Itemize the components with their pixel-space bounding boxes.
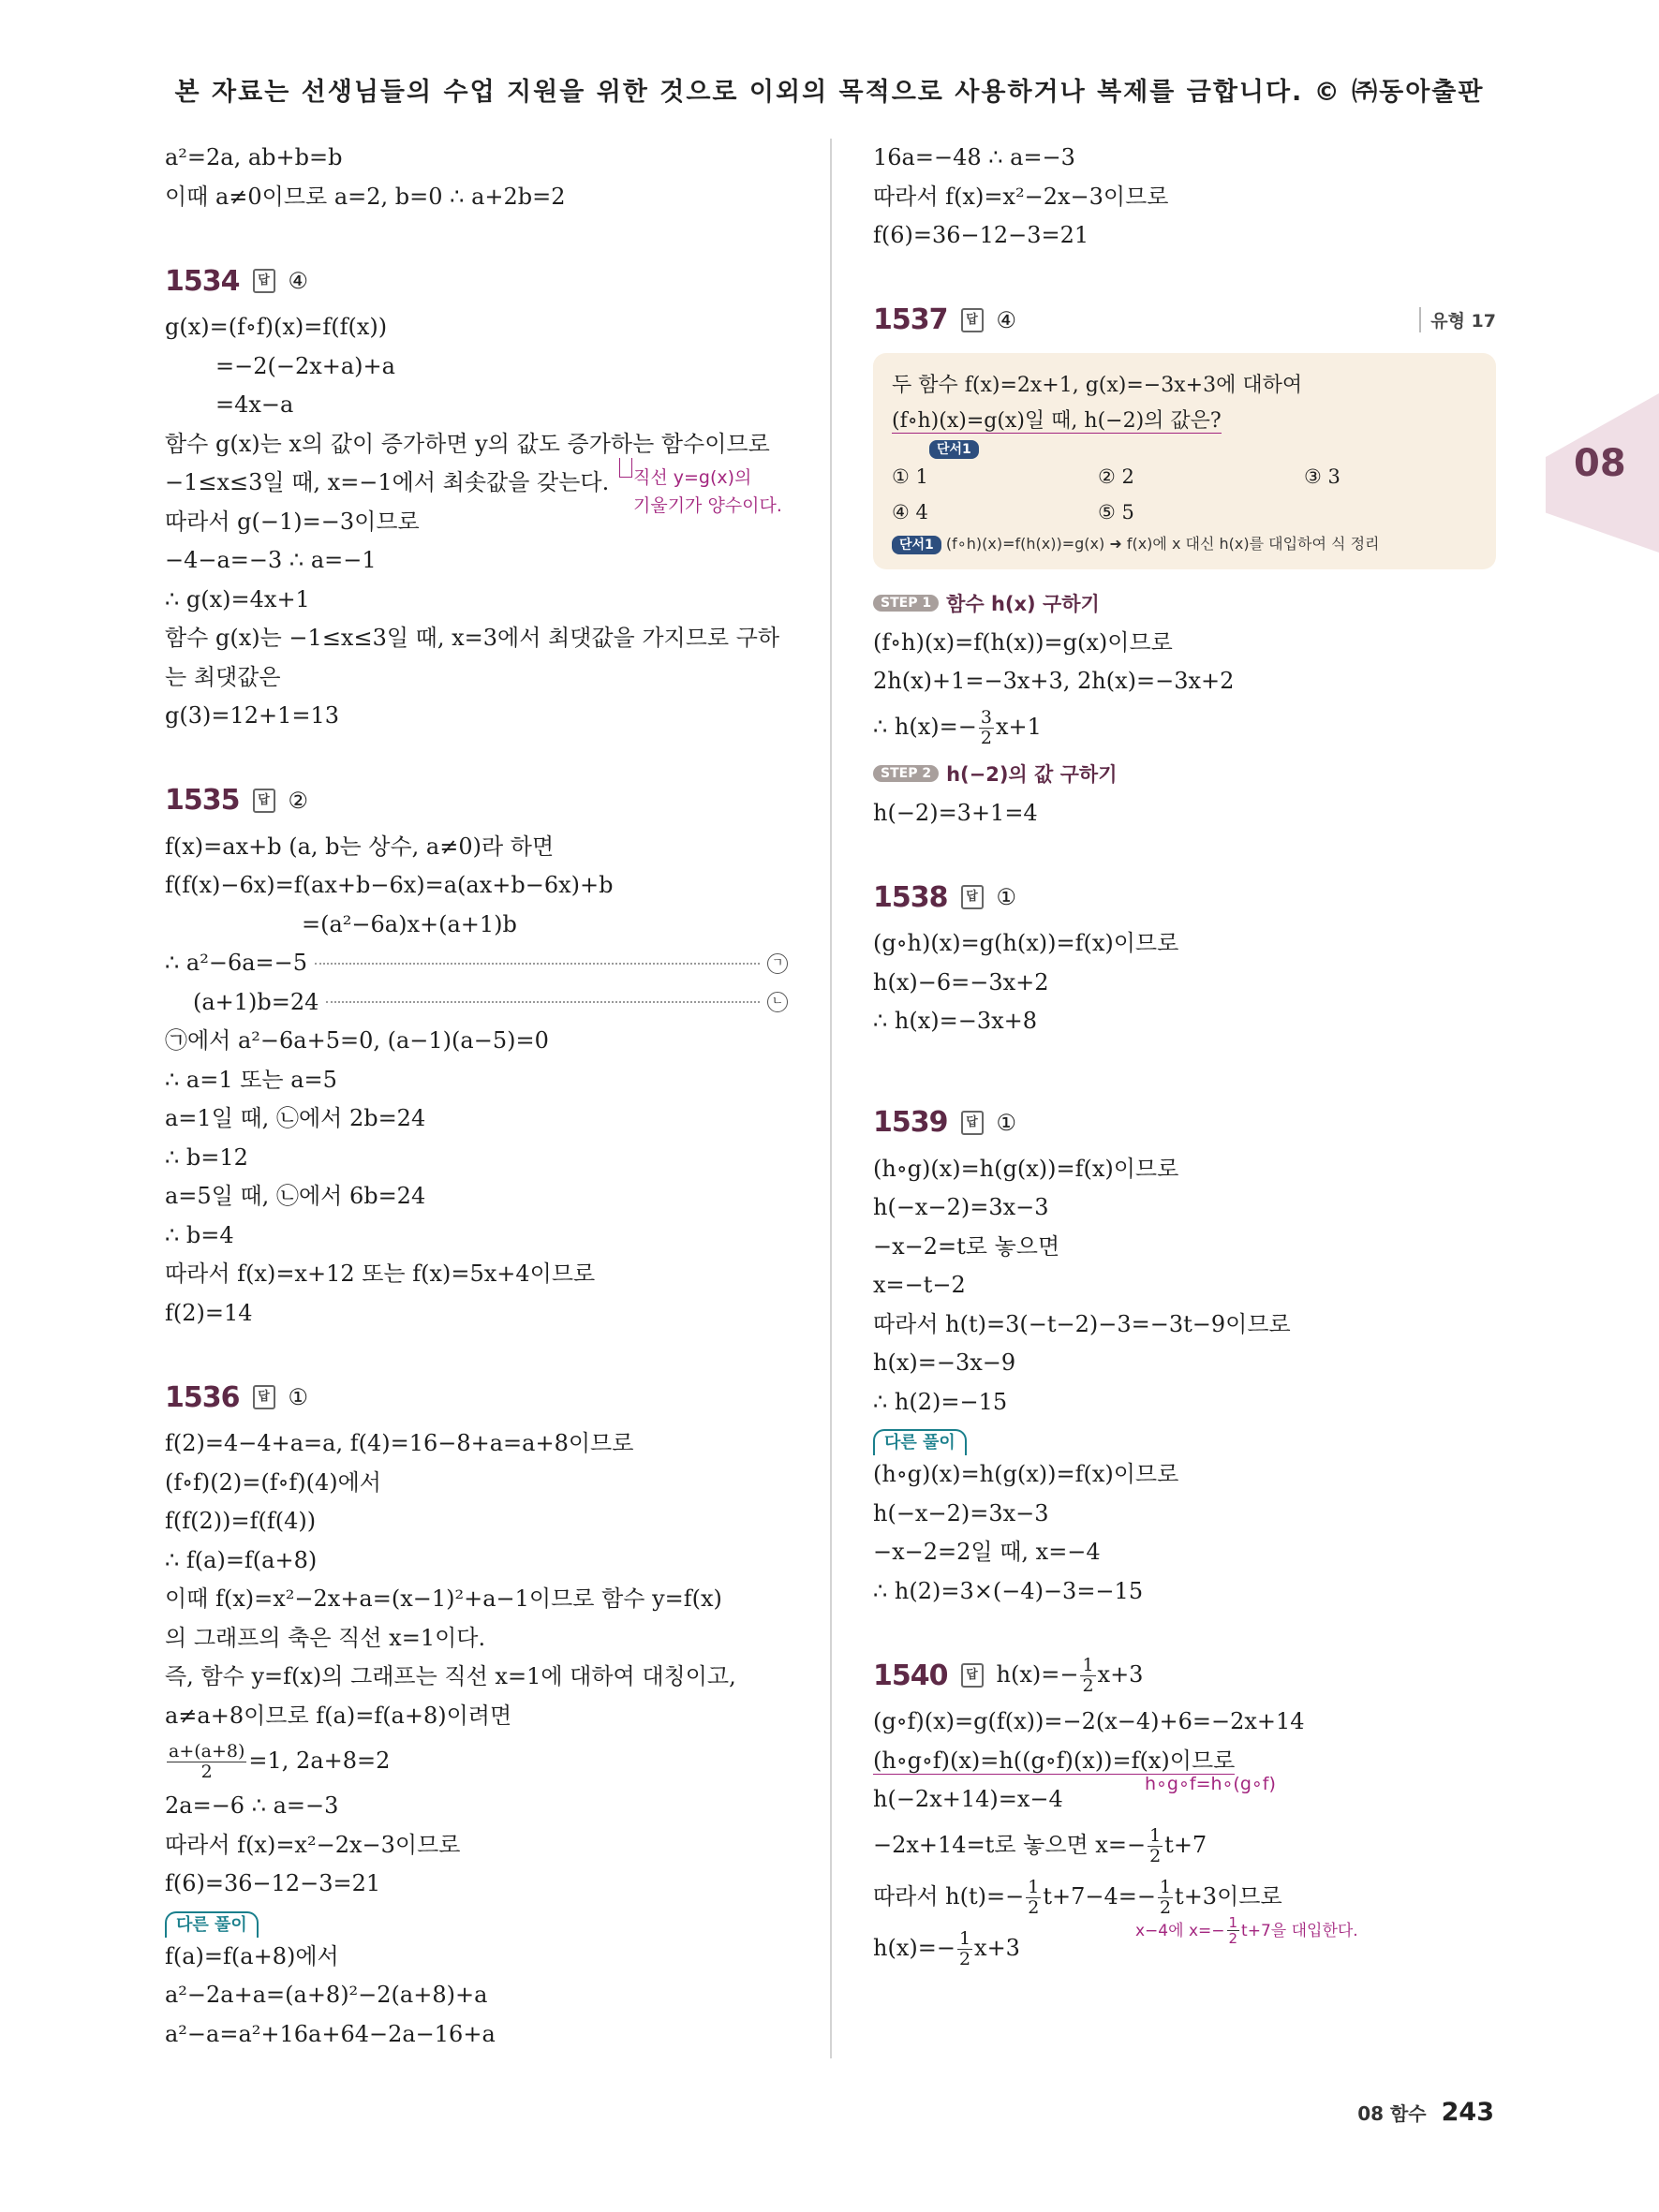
- answer-value: ①: [996, 1109, 1017, 1136]
- solution-line: h(x)−6=−3x+2: [873, 968, 1049, 995]
- solution-line: h(x)=−3x−9: [873, 1349, 1016, 1376]
- fraction: [957, 1929, 972, 1969]
- solution-line: (h∘g)(x)=h(g(x))=f(x)이므로: [873, 1155, 1179, 1182]
- chapter-side-number: 08: [1574, 442, 1626, 485]
- solution-line: ∴ g(x)=4x+1: [165, 585, 310, 612]
- solution-line: a=1일 때, ㉡에서 2b=24: [165, 1105, 426, 1131]
- problem-header-1534: [165, 254, 788, 308]
- fraction-line: [873, 701, 1496, 753]
- question-line: 두 함수 f(x)=2x+1, g(x)=−3x+3에 대하여: [892, 373, 1303, 397]
- marker: ㄱ: [767, 953, 788, 974]
- footer-chapter: 08 함수: [1357, 2102, 1427, 2125]
- fraction-numerator: 1: [1228, 1914, 1238, 1931]
- problem-header-1537: [873, 293, 1496, 347]
- solution-text: (h∘g∘f)(x)=h((g∘f)(x))=f(x)이므로: [873, 1747, 1236, 1774]
- dot-leader: [315, 963, 760, 965]
- answer-value: ④: [288, 268, 309, 294]
- choice: ④ 4: [892, 500, 928, 524]
- fraction: [1080, 1656, 1095, 1696]
- fraction: [1148, 1826, 1163, 1866]
- solution-line: 따라서 f(x)=x²−2x−3이므로: [165, 1831, 461, 1858]
- solution-line: 는 최댓값은: [165, 663, 281, 690]
- solution-line: ∴ b=4: [165, 1221, 234, 1248]
- step-badge: STEP 2: [873, 765, 939, 782]
- solution-line: g(3)=12+1=13: [165, 702, 340, 729]
- answer-icon: 답: [961, 885, 984, 909]
- solution-line: −4−a=−3 ∴ a=−1: [165, 547, 377, 573]
- question-text: (f∘h)(x)=g(x)일 때, h(−2)의 값은?: [892, 408, 1222, 433]
- annotation-arrow: [619, 458, 632, 478]
- solution-text: h(−2x+14)=x−4: [873, 1786, 1063, 1812]
- annotation-line: 직선 y=g(x)의: [633, 467, 752, 488]
- fraction-numerator: a+(a+8): [169, 1741, 245, 1762]
- step-badge: STEP 1: [873, 595, 939, 612]
- solution-line: ∴ f(a)=f(a+8): [165, 1546, 318, 1573]
- solution-line: g(x)=(f∘f)(x)=f(f(x)): [165, 314, 388, 340]
- intro-line: a²=2a, ab+b=b: [165, 144, 343, 170]
- hint-text: (f∘h)(x)=f(h(x))=g(x) ➜ f(x)에 x 대신 h(x)를 대입하여 식 정리: [945, 534, 1380, 553]
- solution-line: (g∘h)(x)=g(h(x))=f(x)이므로: [873, 930, 1179, 956]
- solution-line: =4x−a: [215, 391, 294, 418]
- problem-number: 1538: [873, 880, 948, 914]
- step-title: 함수 h(x) 구하기: [946, 592, 1100, 615]
- annotation-note: [1135, 1906, 1358, 1957]
- fraction-denominator: 2: [1228, 1930, 1238, 1947]
- answer-text: h(x)=−: [996, 1660, 1079, 1688]
- solution-line: 따라서 f(x)=x²−2x−3이므로: [873, 183, 1169, 210]
- problem-number: 1534: [165, 264, 240, 298]
- equation-marked: [165, 983, 788, 1023]
- answer-icon: 답: [961, 308, 984, 332]
- solution-text: −1≤x≤3일 때, x=−1에서 최솟값을 갖는다.: [165, 469, 610, 495]
- annotation-note: h∘g∘f=h∘(g∘f): [1145, 1774, 1276, 1794]
- choice: ② 2: [1098, 465, 1134, 488]
- solution-line: 함수 g(x)는 x의 값이 증가하면 y의 값도 증가하는 함수이므로: [165, 430, 770, 457]
- solution-line: −x−2=2일 때, x=−4: [873, 1539, 1101, 1565]
- solution-line: h(−x−2)=3x−3: [873, 1499, 1049, 1526]
- type-tag: 유형 17: [1419, 307, 1496, 332]
- solution-line: 2a=−6 ∴ a=−3: [165, 1792, 339, 1819]
- fraction: [979, 708, 994, 748]
- solution-line: 따라서 h(t)=3(−t−2)−3=−3t−9이므로: [873, 1310, 1291, 1337]
- choice: ③ 3: [1304, 465, 1341, 488]
- solution-line: a≠a+8이므로 f(a)=f(a+8)이려면: [165, 1702, 512, 1729]
- solution-line: 2h(x)+1=−3x+3, 2h(x)=−3x+2: [873, 668, 1235, 694]
- solution-line-annotated: [873, 1774, 1496, 1820]
- fraction-line: [873, 1914, 1496, 1974]
- fraction-numerator: 3: [980, 706, 992, 728]
- answer-value: ①: [288, 1384, 309, 1410]
- problem-number: 1535: [165, 784, 240, 817]
- right-column: [873, 139, 1496, 1974]
- solution-text: t+7−4=−: [1043, 1882, 1156, 1910]
- problem-header-1538: [873, 870, 1496, 924]
- annotation-note: [633, 464, 782, 520]
- marker: ㄴ: [767, 992, 788, 1012]
- solution-line: x=−t−2: [873, 1272, 966, 1298]
- answer-icon: 답: [961, 1111, 984, 1135]
- fraction-numerator: 1: [1159, 1876, 1172, 1897]
- solution-line: 이때 f(x)=x²−2x+a=(x−1)²+a−1이므로 함수 y=f(x): [165, 1585, 722, 1612]
- answer-icon: 답: [961, 1663, 984, 1688]
- choice: ⑤ 5: [1098, 500, 1134, 524]
- step-title: h(−2)의 값 구하기: [946, 762, 1118, 786]
- fraction-line: [165, 1735, 788, 1787]
- fraction: [167, 1742, 246, 1782]
- solution-line: ㉠에서 a²−6a+5=0, (a−1)(a−5)=0: [165, 1027, 549, 1054]
- choices: [892, 459, 1477, 530]
- solution-line: f(f(x)−6x)=f(ax+b−6x)=a(ax+b−6x)+b: [165, 872, 614, 898]
- solution-text: (a+1)b=24: [193, 988, 319, 1015]
- solution-line: ∴ h(x)=−3x+8: [873, 1008, 1038, 1034]
- solution-line: ∴ h(2)=3×(−4)−3=−15: [873, 1577, 1144, 1604]
- solution-line: (h∘g)(x)=h(g(x))=f(x)이므로: [873, 1461, 1179, 1487]
- page-number: 243: [1441, 2098, 1494, 2127]
- solution-line: (g∘f)(x)=g(f(x))=−2(x−4)+6=−2x+14: [873, 1708, 1305, 1734]
- solution-text: ∴ a²−6a=−5: [165, 950, 308, 976]
- solution-line: 따라서 f(x)=x+12 또는 f(x)=5x+4이므로: [165, 1261, 596, 1287]
- solution-line: h(−2)=3+1=4: [873, 799, 1038, 826]
- alternative-solution-badge: 다른 풀이: [873, 1429, 967, 1455]
- fraction-denominator: 2: [1149, 1845, 1162, 1866]
- problem-number: 1537: [873, 303, 948, 336]
- fraction-denominator: 2: [1028, 1896, 1040, 1918]
- fraction-numerator: 1: [1028, 1876, 1040, 1897]
- answer-text: x+3: [1097, 1660, 1144, 1688]
- annotation-line: 기울기가 양수이다.: [633, 495, 782, 516]
- question-line: [892, 404, 1477, 439]
- solution-line: f(a)=f(a+8)에서: [165, 1942, 339, 1969]
- solution-text: =1, 2a+8=2: [248, 1747, 391, 1774]
- solution-line: 따라서 g(−1)=−3이므로: [165, 508, 420, 535]
- annotation-text: x−4에 x=−: [1135, 1921, 1225, 1940]
- step-header: [873, 582, 1496, 624]
- fraction-denominator: 2: [958, 1948, 971, 1969]
- solution-text: 따라서 h(t)=−: [873, 1882, 1025, 1910]
- solution-text: t+3이므로: [1175, 1882, 1282, 1910]
- solution-line: 즉, 함수 y=f(x)의 그래프는 직선 x=1에 대하여 대칭이고,: [165, 1663, 736, 1689]
- solution-line: ∴ b=12: [165, 1143, 248, 1171]
- fraction-denominator: 2: [1159, 1896, 1172, 1918]
- problem-header-1539: [873, 1096, 1496, 1150]
- hint-line: [892, 530, 1477, 558]
- answer-icon: 답: [253, 789, 275, 813]
- solution-line: f(f(2))=f(f(4)): [165, 1508, 317, 1534]
- solution-line: −x−2=t로 놓으면: [873, 1232, 1060, 1260]
- solution-line: a²−a=a²+16a+64−2a−16+a: [165, 2020, 496, 2047]
- answer-icon: 답: [253, 269, 275, 293]
- solution-text: −2x+14=t로 놓으면 x=−: [873, 1831, 1147, 1858]
- fraction: [1227, 1915, 1240, 1946]
- step-header: [873, 753, 1496, 794]
- solution-text: x+3: [974, 1934, 1020, 1961]
- problem-header-1536: [165, 1370, 788, 1424]
- solution-line: f(x)=ax+b (a, b는 상수, a≠0)라 하면: [165, 833, 555, 860]
- fraction-line: [873, 1820, 1496, 1871]
- dot-leader: [326, 1001, 760, 1003]
- column-divider: [830, 139, 832, 2058]
- copyright-notice: 본 자료는 선생님들의 수업 지원을 위한 것으로 이외의 목적으로 사용하거나 복제를 금합니다. © ㈜동아출판: [174, 78, 1485, 107]
- intro-line: 이때 a≠0이므로 a=2, b=0 ∴ a+2b=2: [165, 183, 566, 210]
- answer-value: ④: [996, 306, 1017, 333]
- problem-number: 1540: [873, 1659, 948, 1692]
- fraction-numerator: 1: [958, 1927, 971, 1949]
- solution-line: =−2(−2x+a)+a: [215, 352, 395, 379]
- solution-text: h(x)=−: [873, 1934, 955, 1961]
- clue-badge: 단서1: [892, 536, 941, 554]
- alternative-solution-badge: 다른 풀이: [165, 1911, 259, 1938]
- answer-value: ②: [288, 787, 309, 814]
- fraction-denominator: 2: [200, 1762, 213, 1782]
- fraction: [1026, 1878, 1041, 1918]
- solution-text: ∴ h(x)=−: [873, 713, 977, 740]
- left-column: [165, 139, 788, 2054]
- problem-number: 1539: [873, 1106, 948, 1139]
- problem-number: 1536: [165, 1380, 240, 1414]
- annotation-text: t+7을 대입한다.: [1241, 1921, 1358, 1940]
- solution-line-annotated: [165, 464, 788, 516]
- fraction-denominator: 2: [1082, 1674, 1094, 1696]
- problem-header-1535: [165, 774, 788, 828]
- solution-text: t+7: [1164, 1831, 1207, 1858]
- solution-line: f(2)=14: [165, 1299, 253, 1326]
- page-footer: [1357, 2098, 1494, 2127]
- fraction-denominator: 2: [980, 727, 992, 748]
- solution-line: f(2)=4−4+a=a, f(4)=16−8+a=a+8이므로: [165, 1430, 634, 1456]
- solution-line: a²−2a+a=(a+8)²−2(a+8)+a: [165, 1982, 488, 2008]
- equation-marked: [165, 944, 788, 983]
- fraction-numerator: 1: [1149, 1824, 1162, 1846]
- answer-icon: 답: [253, 1385, 275, 1409]
- solution-line: =(a²−6a)x+(a+1)b: [302, 910, 517, 937]
- solution-line: (f∘f)(2)=(f∘f)(4)에서: [165, 1468, 381, 1496]
- solution-line: ∴ h(2)=−15: [873, 1388, 1008, 1415]
- question-box: [873, 353, 1496, 569]
- solution-line: h(−x−2)=3x−3: [873, 1194, 1049, 1220]
- clue-badge: 단서1: [929, 440, 979, 459]
- solution-line: f(6)=36−12−3=21: [873, 222, 1089, 248]
- solution-line: (f∘h)(x)=f(h(x))=g(x)이므로: [873, 628, 1173, 656]
- fraction-numerator: 1: [1082, 1654, 1094, 1675]
- problem-header-1540: [873, 1648, 1496, 1703]
- solution-line: ∴ a=1 또는 a=5: [165, 1066, 337, 1093]
- solution-line: 의 그래프의 축은 직선 x=1이다.: [165, 1624, 486, 1651]
- solution-text: x+1: [995, 713, 1042, 740]
- answer-value: [997, 1656, 1144, 1696]
- solution-line: f(6)=36−12−3=21: [165, 1870, 381, 1896]
- solution-line: 함수 g(x)는 −1≤x≤3일 때, x=3에서 최댓값을 가지므로 구하: [165, 625, 780, 651]
- choice: ① 1: [892, 465, 928, 488]
- solution-line: a=5일 때, ㉡에서 6b=24: [165, 1183, 426, 1209]
- answer-value: ①: [996, 884, 1017, 910]
- solution-line: 16a=−48 ∴ a=−3: [873, 144, 1075, 170]
